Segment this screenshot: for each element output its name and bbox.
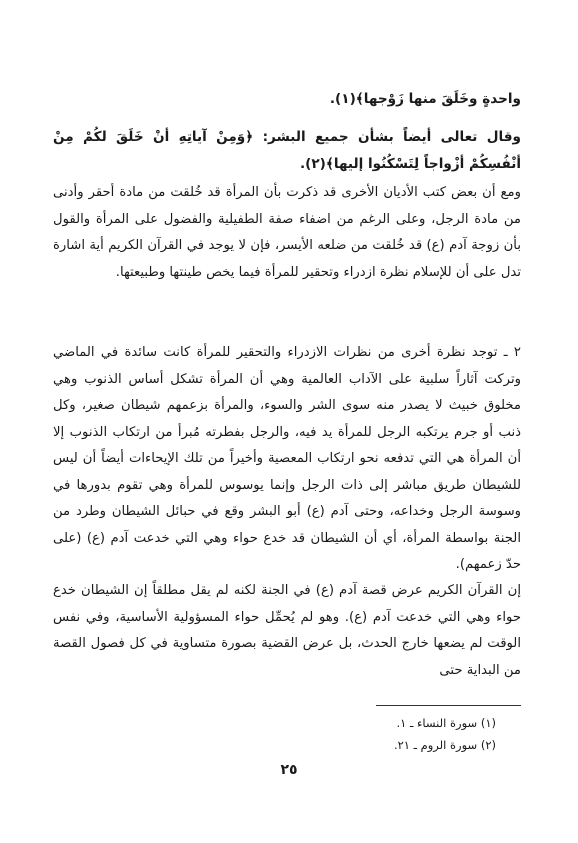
paragraph-creation: ومع أن بعض كتب الأديان الأخرى قد ذكرت بأن المرأة قد خُلقت من مادة أحقر وأدنى من مادة الرجل، وعلى الرغم من اضفاء صفة الطفيلية والفضول على المرأة والقول بأن زوجة آدم (ع) قد خُلقت من ضلعه الأيسر، فإن لا يوجد في القرآن الكريم أية اشارة تدل على أن للإسلام نظرة ازدراء وتحقير للمرأة فيما يخص طينتها وطبيعتها. bbox=[53, 185, 521, 280]
verse-continuation: واحدةٍ وخَلَقَ منها زَوْجها﴾(١). bbox=[329, 91, 521, 107]
footnote-2: (٢) سورة الروم ـ ٢١. bbox=[393, 738, 496, 752]
page-number: ٢٥ bbox=[280, 762, 298, 778]
paragraph-section-2: ٢ ـ توجد نظرة أخرى من نظرات الازدراء والتحقير للمرأة كانت سائدة في الماضي وتركت آثاراً سلبية على الآداب العالمية وهي أن المرأة تشكل أساس الذنوب وهي مخلوق خبيث لا يصدر منه سوى الشر والسوء، والمرأة بزعمهم شيطان صغير، وكل ذنب أو جرم يرتكبه الرجل للمرأة يد فيه، والرجل بفطرته مُبرأ من ارتكاب الذنوب إلا أن المرأة هي التي تدفعه نحو ارتكاب المعصية وأخيراً من تلك الإيحاءات أيضاً أن ليس للشيطان طريق مباشر إلى ذات الرجل وإنما يوسوس للمرأة وهي تقوم بدورها في وسوسة الرجل وخداعه، وحتى آدم (ع) أبو البشر وقع في حبائل الشيطان وطرد من الجنة بواسطة المرأة، أي أن الشيطان قد خدع حواء وهي التي خدعت آدم (ع) (على حدّ زعمهم). bbox=[53, 345, 521, 572]
verse-paragraph: وقال تعالى أيضاً بشأن جميع البشر: ﴿وَمِنْ آياتِهِ أنْ خَلَقَ لكُمْ مِنْ أنْفُسِكُمْ أزْواجاً لِتَسْكُنُوا إليها﴾(٢). bbox=[53, 129, 521, 172]
footnote-separator bbox=[376, 705, 521, 706]
footnote-1: (١) سورة النساء ـ ١. bbox=[396, 716, 496, 730]
paragraph-quran-story: إن القرآن الكريم عرض قصة آدم (ع) في الجنة لكنه لم يقل مطلقاً إن الشيطان خدع حواء وهي التي خدعت آدم (ع). وهو لم يُحمِّل حواء المسؤولية الأساسية، وفي نفس الوقت لم يضعها خارج الحدث، بل عرض القضية بصورة متساوية في كل فصول القصة من البداية حتى bbox=[53, 583, 521, 678]
